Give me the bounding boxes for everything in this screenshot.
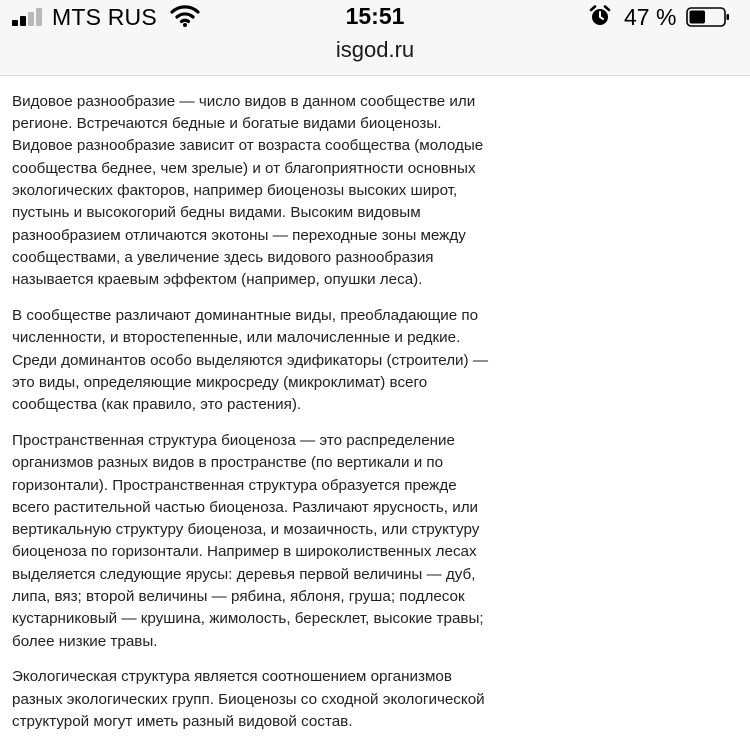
battery-percentage: 47 % [624,4,677,30]
article-paragraph-species-diversity: Видовое разнообразие — число видов в данном сообществе или регионе. Встречаются бедные и богатые видами биоценозы. Видовое разнообразие зависит от возраста сообщества (молодые сообщества беднее, чем зрелые) и от благоприятности основных экологических факторов, например биоценозы высоких широт, пустынь и высокогорий бедны видами. Высоким видовым разнообразием отличаются экотоны — переходные зоны между сообществами, а увеличение здесь видового разнообразия называется краевым эффектом (например, опушки леса). [12,92,484,289]
carrier-name: MTS RUS [52,4,157,30]
article-paragraph-ecological-structure: Экологическая структура является соотношением организмов разных экологических групп. Биоценозы со сходной экологической структурой могут иметь разный видовой состав. [12,668,485,731]
address-bar-url[interactable]: isgod.ru [335,37,415,62]
alarm-icon [589,5,611,27]
article-paragraph-dominant-species: В сообществе различают доминантные виды, преобладающие по численности, и второстепенные, или малочисленные и редкие. Среди доминантов особо выделяются эдификаторы (строители) — это виды, определяющие микросреду (микроклимат) всего сообщества (как правило, это растения). [12,306,489,414]
clock: 15:51 [345,3,405,29]
status-bar [0,0,750,34]
article-content [12,55,492,747]
browser-top-bar [0,0,750,76]
article-paragraph-spatial-structure: Пространственная структура биоценоза — это распределение организмов разных видов в пространстве (по вертикали и по горизонтали). Пространственная структура образуется прежде всего растительной частью биоценоза. Различают ярусность, или вертикальную структуру биоценоза, и мозаичность, или структуру биоценоза по горизонтали. Например в широколиственных лесах выделяется следующие ярусы: деревья первой величины — дуб, липа, вяз; второй величины — рябина, яблоня, груша; подлесок кустарниковый — крушина, жимолость, бересклет, высокие травы; более низкие травы. [12,431,484,650]
battery-icon [686,7,730,27]
